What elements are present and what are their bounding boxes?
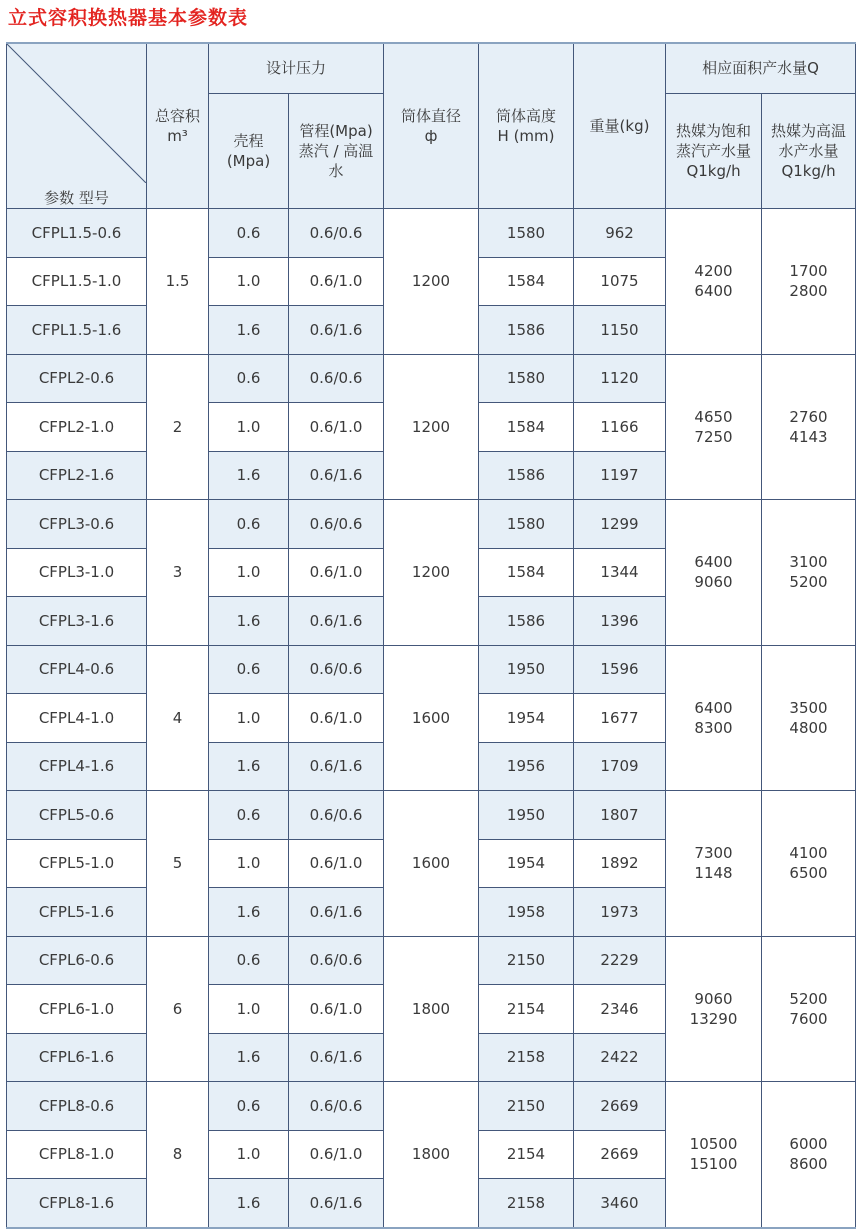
- header-steam-output-line3: Q1kg/h: [686, 161, 741, 180]
- weight-cell: 2669: [574, 1082, 666, 1131]
- diagonal-divider: [7, 44, 146, 183]
- weight-cell: 1344: [574, 548, 666, 597]
- shell-pressure-cell: 1.6: [209, 306, 289, 355]
- shell-height-cell: 1950: [479, 645, 574, 694]
- header-model: 型号: [78, 189, 109, 207]
- shell-height-cell: 1584: [479, 548, 574, 597]
- steam-output-line: 6400: [694, 698, 733, 717]
- weight-cell: 3460: [574, 1179, 666, 1228]
- tube-pressure-cell: 0.6/1.0: [289, 694, 384, 743]
- header-shell-height-unit: H (mm): [497, 127, 555, 145]
- header-tube-side-line1: 管程(Mpa): [299, 121, 373, 140]
- shell-height-cell: 1580: [479, 209, 574, 258]
- hot-water-output-line: 7600: [789, 1009, 828, 1028]
- shell-pressure-cell: 1.0: [209, 985, 289, 1034]
- model-cell: CFPL6-1.6: [7, 1033, 147, 1082]
- weight-cell: 1166: [574, 403, 666, 452]
- model-cell: CFPL5-1.6: [7, 888, 147, 937]
- shell-diameter-cell: 1200: [384, 209, 479, 355]
- shell-height-cell: 2150: [479, 1082, 574, 1131]
- header-shell-diameter-symbol: ф: [424, 127, 438, 145]
- weight-cell: 1892: [574, 839, 666, 888]
- weight-cell: 1120: [574, 354, 666, 403]
- shell-pressure-cell: 1.6: [209, 451, 289, 500]
- tube-pressure-cell: 0.6/1.0: [289, 985, 384, 1034]
- tube-pressure-cell: 0.6/1.0: [289, 839, 384, 888]
- tube-pressure-cell: 0.6/1.0: [289, 403, 384, 452]
- weight-cell: 1197: [574, 451, 666, 500]
- tube-pressure-cell: 0.6/0.6: [289, 645, 384, 694]
- weight-cell: 1709: [574, 742, 666, 791]
- shell-pressure-cell: 0.6: [209, 500, 289, 549]
- total-volume-cell: 6: [147, 936, 209, 1082]
- shell-height-cell: 1580: [479, 354, 574, 403]
- shell-height-cell: 1958: [479, 888, 574, 937]
- tube-pressure-cell: 0.6/1.6: [289, 888, 384, 937]
- model-cell: CFPL3-0.6: [7, 500, 147, 549]
- model-cell: CFPL1.5-0.6: [7, 209, 147, 258]
- header-hot-water-output-line3: Q1kg/h: [781, 161, 836, 180]
- shell-pressure-cell: 0.6: [209, 1082, 289, 1131]
- shell-pressure-cell: 1.6: [209, 597, 289, 646]
- shell-pressure-cell: 1.0: [209, 403, 289, 452]
- shell-diameter-cell: 1800: [384, 1082, 479, 1228]
- header-total-volume-unit: m³: [167, 127, 188, 145]
- shell-diameter-cell: 1800: [384, 936, 479, 1082]
- shell-diameter-cell: 1600: [384, 791, 479, 937]
- header-shell-height: [479, 43, 574, 209]
- hot-water-output-line: 5200: [789, 989, 828, 1008]
- total-volume-cell: 3: [147, 500, 209, 646]
- total-volume-cell: 8: [147, 1082, 209, 1228]
- steam-output-line: 6400: [694, 282, 733, 301]
- hot-water-output-line: 2800: [789, 282, 828, 301]
- total-volume-cell: 1.5: [147, 209, 209, 355]
- hot-water-output-cell: [762, 936, 856, 1082]
- shell-height-cell: 2154: [479, 985, 574, 1034]
- steam-output-line: 7250: [694, 427, 733, 446]
- shell-pressure-cell: 1.6: [209, 1033, 289, 1082]
- table-row: [7, 1082, 856, 1131]
- shell-diameter-cell: 1200: [384, 354, 479, 500]
- steam-output-line: 10500: [689, 1135, 738, 1154]
- shell-height-cell: 2154: [479, 1130, 574, 1179]
- shell-height-cell: 1950: [479, 791, 574, 840]
- header-total-volume: [147, 43, 209, 209]
- table-header: [7, 43, 856, 209]
- shell-pressure-cell: 0.6: [209, 354, 289, 403]
- tube-pressure-cell: 0.6/1.6: [289, 451, 384, 500]
- model-cell: CFPL3-1.0: [7, 548, 147, 597]
- tube-pressure-cell: 0.6/1.6: [289, 1033, 384, 1082]
- header-water-output: 相应面积产水量Q: [666, 43, 856, 93]
- table-row: [7, 500, 856, 549]
- total-volume-cell: 5: [147, 791, 209, 937]
- tube-pressure-cell: 0.6/1.6: [289, 1179, 384, 1228]
- header-hot-water-output: [762, 93, 856, 208]
- steam-output-cell: [666, 936, 762, 1082]
- shell-diameter-cell: 1600: [384, 645, 479, 791]
- tube-pressure-cell: 0.6/1.0: [289, 1130, 384, 1179]
- table-row: [7, 354, 856, 403]
- hot-water-output-cell: [762, 209, 856, 355]
- total-volume-cell: 2: [147, 354, 209, 500]
- tube-pressure-cell: 0.6/0.6: [289, 936, 384, 985]
- shell-pressure-cell: 1.0: [209, 257, 289, 306]
- weight-cell: 1596: [574, 645, 666, 694]
- page-title: 立式容积换热器基本参数表: [8, 7, 249, 29]
- hot-water-output-line: 3500: [789, 698, 828, 717]
- header-hot-water-output-line2: 水产水量: [778, 141, 839, 160]
- table-body: [7, 209, 856, 1228]
- model-cell: CFPL8-0.6: [7, 1082, 147, 1131]
- tube-pressure-cell: 0.6/1.6: [289, 742, 384, 791]
- hot-water-output-cell: [762, 1082, 856, 1228]
- header-shell-side-label: 壳程: [233, 131, 264, 150]
- hot-water-output-cell: [762, 645, 856, 791]
- header-shell-diameter: [384, 43, 479, 209]
- model-cell: CFPL2-1.6: [7, 451, 147, 500]
- shell-pressure-cell: 1.0: [209, 839, 289, 888]
- weight-cell: 2422: [574, 1033, 666, 1082]
- model-cell: CFPL4-0.6: [7, 645, 147, 694]
- model-cell: CFPL5-0.6: [7, 791, 147, 840]
- steam-output-line: 4650: [694, 407, 733, 426]
- hot-water-output-line: 6500: [789, 864, 828, 883]
- model-cell: CFPL8-1.6: [7, 1179, 147, 1228]
- hot-water-output-line: 4143: [789, 427, 828, 446]
- hot-water-output-line: 8600: [789, 1155, 828, 1174]
- tube-pressure-cell: 0.6/1.6: [289, 597, 384, 646]
- header-steam-output: [666, 93, 762, 208]
- model-cell: CFPL2-0.6: [7, 354, 147, 403]
- hot-water-output-line: 4800: [789, 718, 828, 737]
- model-cell: CFPL2-1.0: [7, 403, 147, 452]
- tube-pressure-cell: 0.6/1.0: [289, 548, 384, 597]
- table-row: [7, 936, 856, 985]
- shell-pressure-cell: 0.6: [209, 209, 289, 258]
- header-tube-side-line3: 水: [328, 161, 344, 180]
- header-shell-height-label: 筒体高度: [496, 107, 557, 125]
- model-cell: CFPL6-1.0: [7, 985, 147, 1034]
- model-cell: CFPL4-1.0: [7, 694, 147, 743]
- steam-output-line: 8300: [694, 718, 733, 737]
- shell-height-cell: 1584: [479, 257, 574, 306]
- shell-pressure-cell: 0.6: [209, 936, 289, 985]
- shell-height-cell: 1584: [479, 403, 574, 452]
- steam-output-line: 6400: [694, 553, 733, 572]
- weight-cell: 1299: [574, 500, 666, 549]
- tube-pressure-cell: 0.6/0.6: [289, 354, 384, 403]
- steam-output-line: 9060: [694, 573, 733, 592]
- hot-water-output-line: 3100: [789, 553, 828, 572]
- model-cell: CFPL1.5-1.6: [7, 306, 147, 355]
- weight-cell: 1677: [574, 694, 666, 743]
- header-shell-side: [209, 93, 289, 208]
- weight-cell: 2669: [574, 1130, 666, 1179]
- header-steam-output-line1: 热媒为饱和: [676, 121, 752, 140]
- weight-cell: 1807: [574, 791, 666, 840]
- steam-output-line: 7300: [694, 844, 733, 863]
- hot-water-output-line: 5200: [789, 573, 828, 592]
- steam-output-line: 13290: [689, 1009, 738, 1028]
- total-volume-cell: 4: [147, 645, 209, 791]
- hot-water-output-line: 6000: [789, 1135, 828, 1154]
- weight-cell: 2346: [574, 985, 666, 1034]
- tube-pressure-cell: 0.6/0.6: [289, 1082, 384, 1131]
- steam-output-cell: [666, 791, 762, 937]
- shell-height-cell: 1954: [479, 839, 574, 888]
- model-cell: CFPL5-1.0: [7, 839, 147, 888]
- header-design-pressure: 设计压力: [209, 43, 384, 93]
- shell-height-cell: 1586: [479, 451, 574, 500]
- header-shell-diameter-label: 筒体直径: [401, 107, 462, 125]
- steam-output-line: 4200: [694, 262, 733, 281]
- model-cell: CFPL8-1.0: [7, 1130, 147, 1179]
- header-weight: 重量(kg): [574, 43, 666, 209]
- shell-diameter-cell: 1200: [384, 500, 479, 646]
- table-row: [7, 791, 856, 840]
- shell-height-cell: 2150: [479, 936, 574, 985]
- hot-water-output-cell: [762, 500, 856, 646]
- shell-height-cell: 1586: [479, 597, 574, 646]
- hot-water-output-cell: [762, 354, 856, 500]
- steam-output-cell: [666, 500, 762, 646]
- spec-table: [6, 42, 856, 1229]
- weight-cell: 1075: [574, 257, 666, 306]
- shell-pressure-cell: 1.6: [209, 1179, 289, 1228]
- steam-output-cell: [666, 1082, 762, 1228]
- shell-pressure-cell: 1.0: [209, 1130, 289, 1179]
- model-cell: CFPL1.5-1.0: [7, 257, 147, 306]
- header-steam-output-line2: 蒸汽产水量: [676, 141, 752, 160]
- shell-height-cell: 2158: [479, 1179, 574, 1228]
- weight-cell: 1973: [574, 888, 666, 937]
- hot-water-output-line: 4100: [789, 844, 828, 863]
- shell-pressure-cell: 0.6: [209, 791, 289, 840]
- shell-pressure-cell: 1.0: [209, 694, 289, 743]
- steam-output-cell: [666, 354, 762, 500]
- diagonal-header-cell: [7, 43, 147, 209]
- shell-height-cell: 1586: [479, 306, 574, 355]
- steam-output-cell: [666, 645, 762, 791]
- header-total-volume-label: 总容积: [154, 107, 200, 125]
- tube-pressure-cell: 0.6/1.6: [289, 306, 384, 355]
- weight-cell: 2229: [574, 936, 666, 985]
- header-shell-side-unit: (Mpa): [226, 151, 271, 170]
- model-cell: CFPL6-0.6: [7, 936, 147, 985]
- tube-pressure-cell: 0.6/0.6: [289, 209, 384, 258]
- hot-water-output-line: 1700: [789, 262, 828, 281]
- table-row: [7, 209, 856, 258]
- tube-pressure-cell: 0.6/1.0: [289, 257, 384, 306]
- model-cell: CFPL4-1.6: [7, 742, 147, 791]
- shell-height-cell: 1580: [479, 500, 574, 549]
- steam-output-line: 9060: [694, 989, 733, 1008]
- header-tube-side: [289, 93, 384, 208]
- tube-pressure-cell: 0.6/0.6: [289, 791, 384, 840]
- shell-pressure-cell: 1.6: [209, 742, 289, 791]
- weight-cell: 1396: [574, 597, 666, 646]
- weight-cell: 962: [574, 209, 666, 258]
- header-parameter: 参数: [44, 189, 75, 207]
- shell-height-cell: 2158: [479, 1033, 574, 1082]
- shell-height-cell: 1954: [479, 694, 574, 743]
- hot-water-output-line: 2760: [789, 407, 828, 426]
- steam-output-cell: [666, 209, 762, 355]
- header-tube-side-line2: 蒸汽 / 高温: [298, 141, 374, 160]
- steam-output-line: 15100: [689, 1155, 738, 1174]
- weight-cell: 1150: [574, 306, 666, 355]
- header-hot-water-output-line1: 热媒为高温: [771, 121, 847, 140]
- hot-water-output-cell: [762, 791, 856, 937]
- shell-pressure-cell: 1.0: [209, 548, 289, 597]
- table-row: [7, 645, 856, 694]
- steam-output-line: 1148: [694, 864, 733, 883]
- shell-pressure-cell: 0.6: [209, 645, 289, 694]
- model-cell: CFPL3-1.6: [7, 597, 147, 646]
- tube-pressure-cell: 0.6/0.6: [289, 500, 384, 549]
- shell-pressure-cell: 1.6: [209, 888, 289, 937]
- shell-height-cell: 1956: [479, 742, 574, 791]
